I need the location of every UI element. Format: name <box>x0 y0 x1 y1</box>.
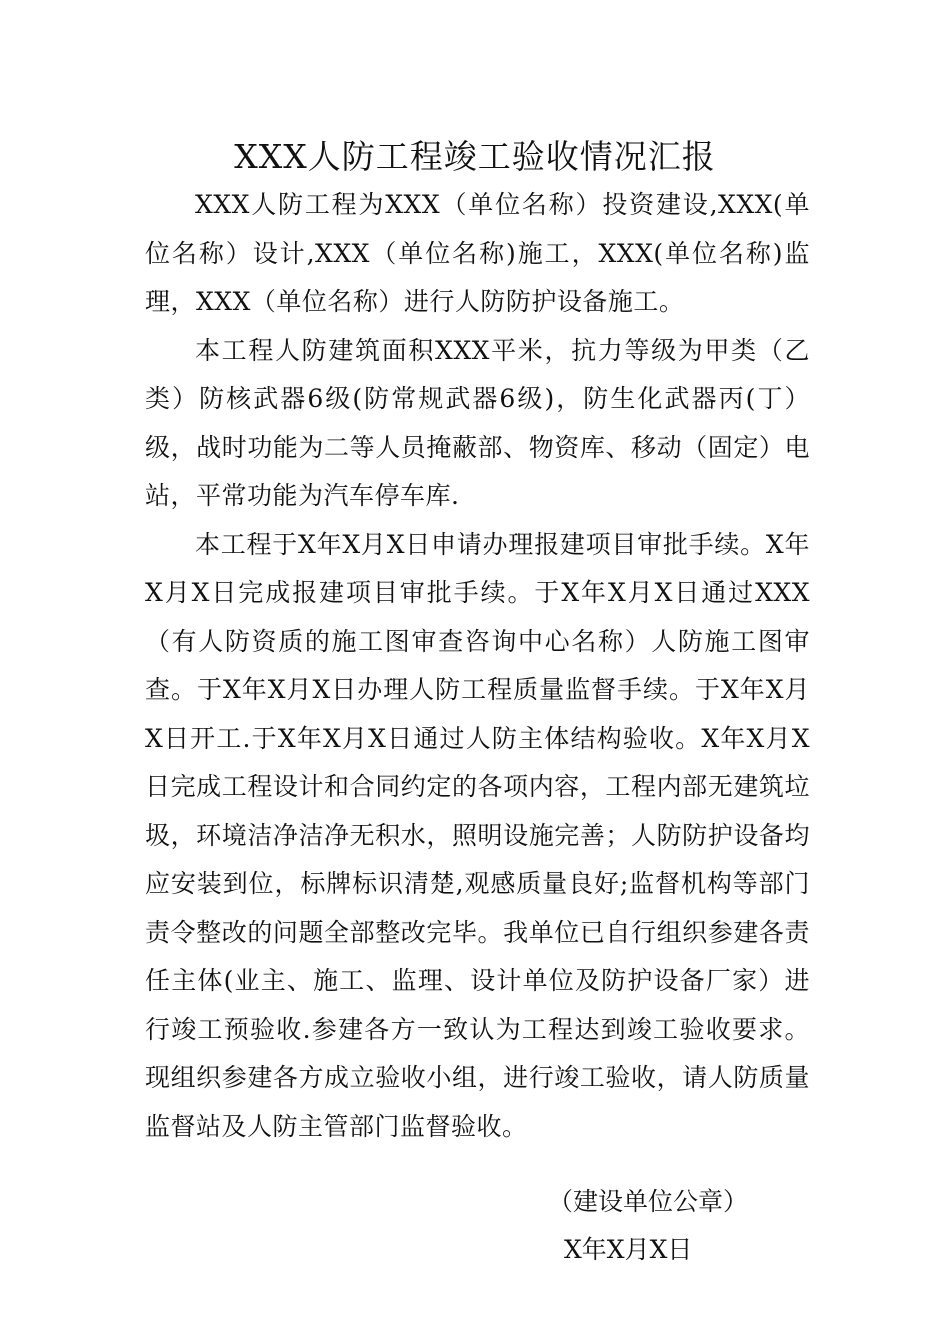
paragraph-specifications: 本工程人防建筑面积XXX平米，抗力等级为甲类（乙类）防核武器6级(防常规武器6级)，防生化武器丙(丁）级，战时功能为二等人员掩蔽部、物资库、移动（固定）电站，平常功能为汽车停车库. <box>145 335 810 510</box>
document-title: XXX人防工程竣工验收情况汇报 <box>234 137 716 176</box>
seal-line: （建设单位公章） <box>548 1187 749 1216</box>
paragraph-process: 本工程于X年X月X日申请办理报建项目审批手续。X年X月X日完成报建项目审批手续。于X年X月X日通过XXX（有人防资质的施工图审查咨询中心名称）人防施工图审查。于X年X月X日办理人防工程质量监督手续。于X年X月X日开工.于X年X月X日通过人防主体结构验收。X年X月X日完成工程设计和合同约定的各项内容，工程内部无建筑垃圾，环境洁净洁净无积水，照明设施完善；人防防护设备均应安装到位，标牌标识清楚,观感质量良好;监督机构等部门责令整改的问题全部整改完毕。我单位已自行组织参建各责任主体(业主、施工、监理、设计单位及防护设备厂家）进行竣工预验收.参建各方一致认为工程达到竣工验收要求。现组织参建各方成立验收小组，进行竣工验收，请人防质量监督站及人防主管部门监督验收。 <box>145 529 810 1141</box>
document-body <box>145 181 810 1151</box>
date-line: X年X月X日 <box>564 1235 693 1264</box>
paragraph-investment: XXX人防工程为XXX（单位名称）投资建设,XXX(单位名称）设计,XXX（单位名称)施工，XXX(单位名称)监理，XXX（单位名称）进行人防防护设备施工。 <box>145 190 810 316</box>
